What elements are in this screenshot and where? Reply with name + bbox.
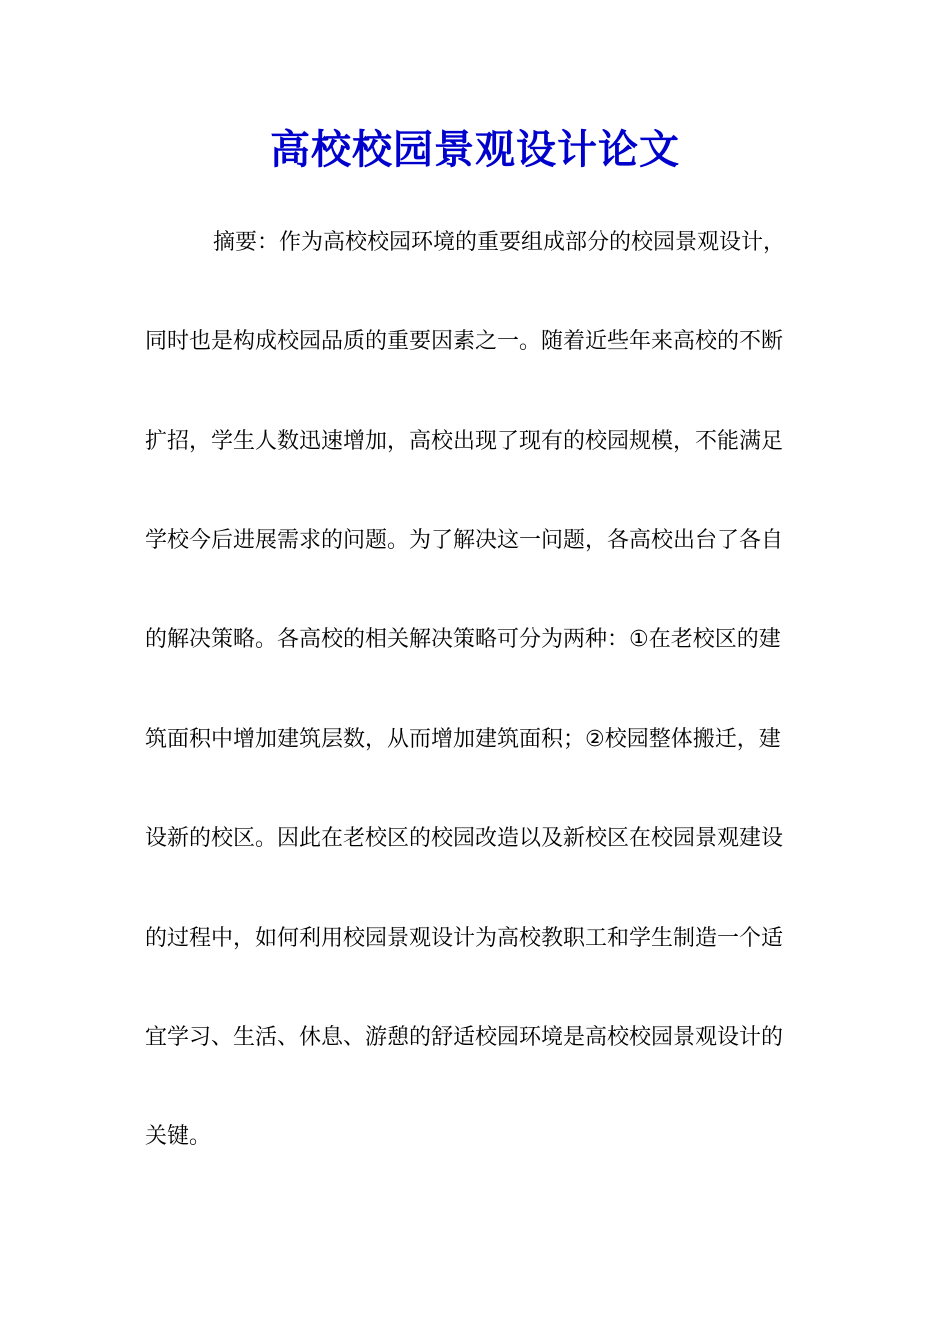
abstract-line-2: 同时也是构成校园品质的重要因素之一。随着近些年来高校的不断 [145, 329, 784, 354]
abstract-line-8: 的过程中，如何利用校园景观设计为高校教职工和学生制造一个适 [145, 926, 784, 951]
abstract-line-10: 关键。 [145, 1124, 212, 1149]
abstract-line-5: 的解决策略。各高校的相关解决策略可分为两种：①在老校区的建 [145, 627, 781, 652]
document-title: 高校校园景观设计论文 [270, 126, 680, 173]
abstract-line-1: 摘要：作为高校校园环境的重要组成部分的校园景观设计， [213, 230, 786, 255]
abstract-line-7: 设新的校区。因此在老校区的校园改造以及新校区在校园景观建设 [145, 826, 784, 851]
abstract-line-4: 学校今后进展需求的问题。为了解决这一问题，各高校出台了各自 [145, 528, 784, 553]
abstract-line-3: 扩招，学生人数迅速增加，高校出现了现有的校园规模，不能满足 [145, 429, 784, 454]
abstract-line-9: 宜学习、生活、休息、游憩的舒适校园环境是高校校园景观设计的 [145, 1025, 784, 1050]
abstract-line-6: 筑面积中增加建筑层数，从而增加建筑面积；②校园整体搬迁，建 [145, 727, 781, 752]
